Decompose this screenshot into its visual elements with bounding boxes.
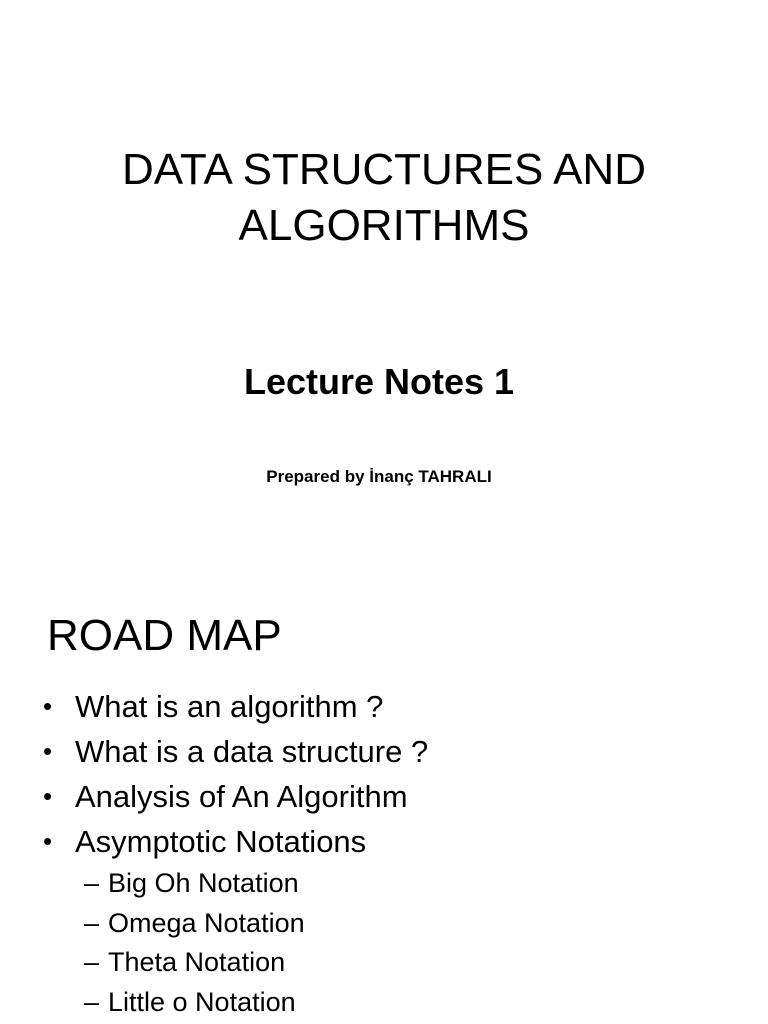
bullet-mark: •: [43, 826, 53, 856]
roadmap-slide: [0, 580, 768, 1024]
bullet-mark: •: [43, 736, 53, 766]
notation-sub-list: [0, 864, 768, 1022]
bullet-item: [0, 729, 768, 774]
bullet-text: What is an algorithm ?: [75, 689, 384, 724]
dash-mark: –: [84, 907, 100, 938]
bullet-mark: •: [43, 781, 53, 811]
sub-bullet-text: Omega Notation: [108, 907, 305, 938]
bullet-text: What is a data structure ?: [75, 734, 429, 769]
bullet-item: [0, 774, 768, 819]
roadmap-bullet-list: [0, 684, 768, 864]
slide-title-line-1: DATA STRUCTURES AND: [122, 145, 646, 194]
sub-bullet-item: [0, 943, 768, 983]
sub-bullet-item: [0, 864, 768, 904]
dash-mark: –: [84, 868, 100, 898]
author-credit: Prepared by İnanç TAHRALI: [266, 467, 492, 486]
sub-bullet-text: Theta Notation: [108, 947, 286, 977]
bullet-text: Asymptotic Notations: [75, 824, 367, 859]
dash-mark: –: [84, 986, 100, 1017]
slide-title-line-2: ALGORITHMS: [238, 201, 530, 250]
slide-title: [0, 142, 768, 254]
bullet-item: [0, 684, 768, 729]
dash-mark: –: [84, 947, 100, 977]
bullet-text: Analysis of An Algorithm: [75, 779, 408, 814]
bullet-item: [0, 819, 768, 864]
sub-bullet-item: [0, 983, 768, 1023]
sub-bullet-text: Little o Notation: [108, 986, 296, 1017]
slide-subtitle: Lecture Notes 1: [243, 361, 515, 402]
roadmap-heading: ROAD MAP: [47, 611, 282, 660]
sub-bullet-item: [0, 904, 768, 944]
bullet-mark: •: [43, 691, 53, 721]
sub-bullet-text: Big Oh Notation: [108, 868, 299, 898]
